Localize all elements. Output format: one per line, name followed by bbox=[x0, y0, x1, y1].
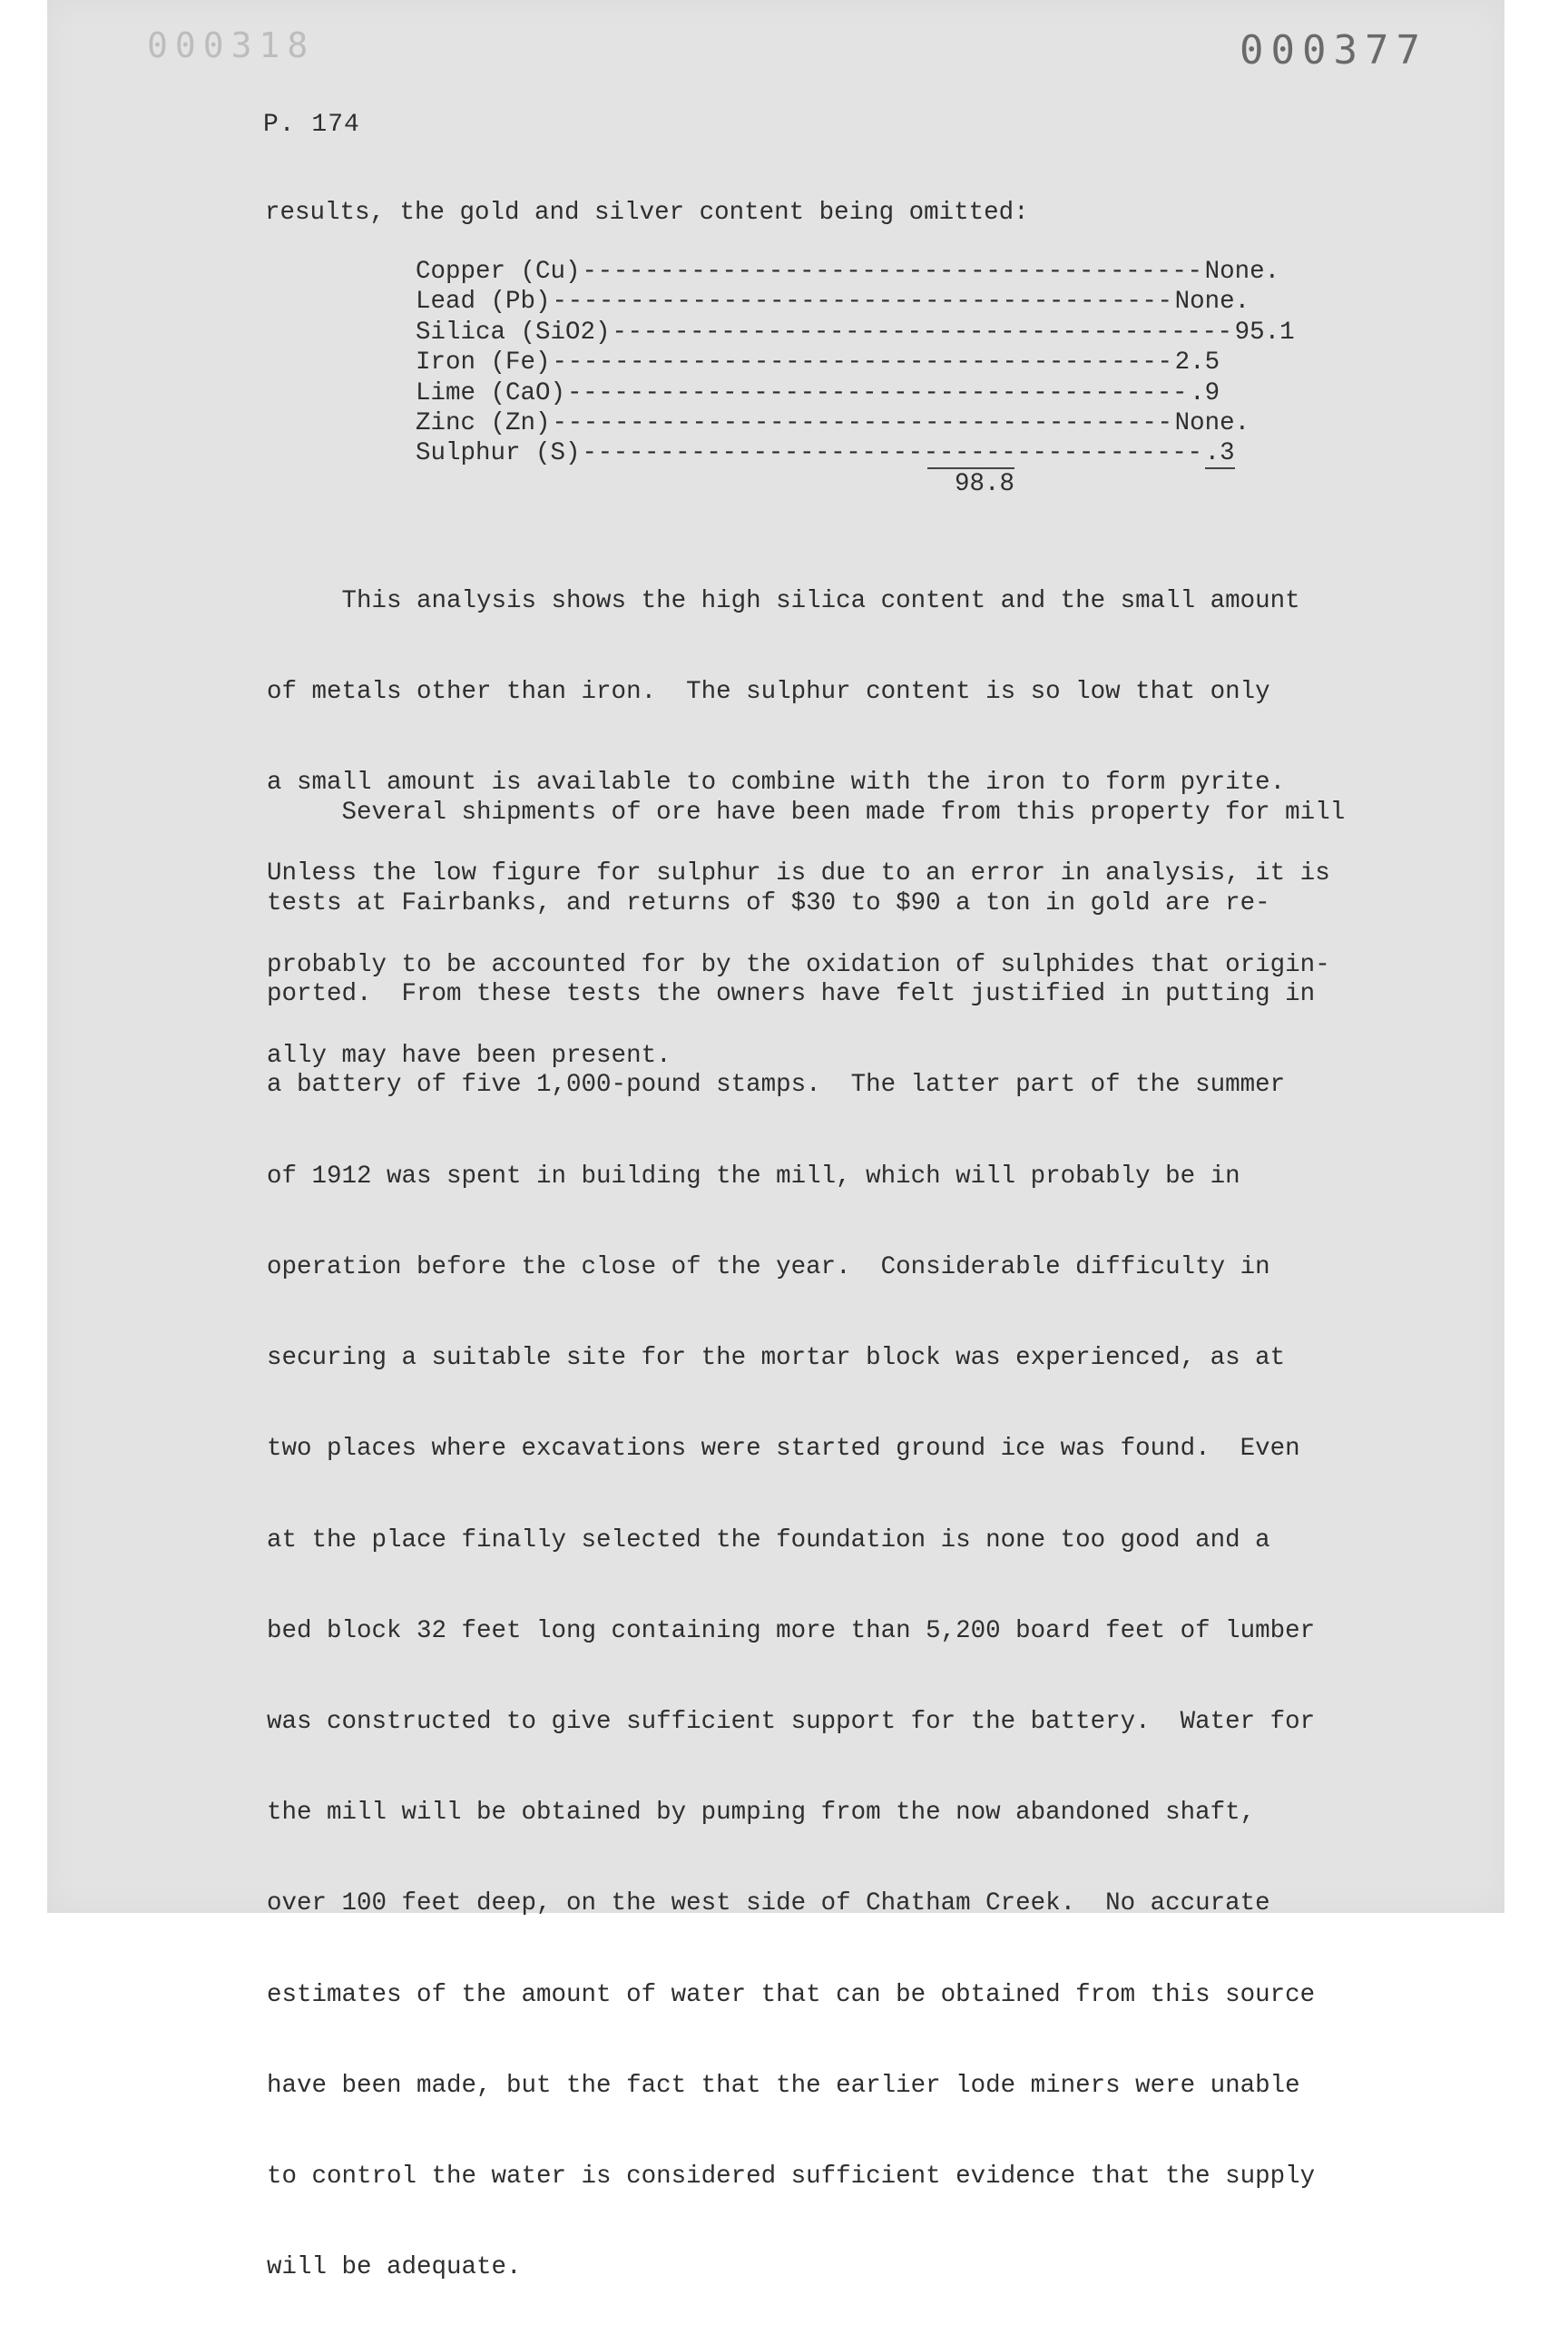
paragraph-line: ally may have been present. bbox=[267, 1041, 671, 1070]
paragraph-line: to control the water is considered sufficient evidence that the supply bbox=[267, 2163, 1316, 2192]
paragraph-line: a battery of five 1,000-pound stamps. The latter part of the summer bbox=[267, 1071, 1286, 1100]
paragraph-line: of 1912 was spent in building the mill, which will probably be in bbox=[267, 1162, 1240, 1191]
dot-leader: ---------------------------------------- bbox=[582, 258, 1203, 286]
paragraph-line: Unless the low figure for sulphur is due to an error in analysis, it is bbox=[267, 859, 1330, 888]
analysis-value: .3 bbox=[1204, 439, 1235, 468]
paragraph-line: ported. From these tests the owners have felt justified in putting in bbox=[267, 980, 1316, 1009]
analysis-label: Lead (Pb) bbox=[416, 288, 551, 317]
analysis-total: 98.8 bbox=[927, 467, 1014, 499]
analysis-label: Zinc (Zn) bbox=[416, 408, 551, 437]
analysis-row bbox=[416, 318, 1295, 348]
dot-leader: ---------------------------------------- bbox=[552, 288, 1173, 317]
paragraph-line: a small amount is available to combine with the iron to form pyrite. bbox=[267, 769, 1286, 798]
paragraph-line: tests at Fairbanks, and returns of $30 to $90 a ton in gold are re- bbox=[267, 889, 1270, 918]
dot-leader: ---------------------------------------- bbox=[552, 408, 1173, 437]
paragraph-line: securing a suitable site for the mortar block was experienced, as at bbox=[267, 1344, 1286, 1373]
paragraph-line: estimates of the amount of water that can be obtained from this source bbox=[267, 1980, 1316, 2009]
intro-line: results, the gold and silver content being omitted: bbox=[265, 199, 1029, 227]
analysis-table bbox=[416, 257, 1295, 499]
paragraph-shipments bbox=[267, 737, 1345, 2344]
analysis-value: 95.1 bbox=[1234, 318, 1295, 347]
analysis-value: None. bbox=[1174, 288, 1250, 317]
paragraph-line: was constructed to give sufficient support for the battery. Water for bbox=[267, 1708, 1316, 1736]
dot-leader: ---------------------------------------- bbox=[582, 439, 1203, 468]
paragraph-line: have been made, but the fact that the earlier lode miners were unable bbox=[267, 2071, 1300, 2100]
paragraph-line: over 100 feet deep, on the west side of Chatham Creek. No accurate bbox=[267, 1889, 1270, 1918]
analysis-value: None. bbox=[1174, 408, 1250, 437]
dot-leader: ---------------------------------------- bbox=[612, 318, 1233, 347]
analysis-total-row bbox=[416, 469, 1014, 499]
analysis-row bbox=[416, 257, 1280, 287]
dot-leader: ---------------------------------------- bbox=[552, 348, 1173, 378]
analysis-row bbox=[416, 438, 1235, 468]
analysis-label: Copper (Cu) bbox=[416, 258, 581, 286]
document-number-stamp: 000377 bbox=[1240, 27, 1427, 74]
analysis-label: Iron (Fe) bbox=[416, 348, 551, 378]
paragraph-line: at the place finally selected the foundation is none too good and a bbox=[267, 1525, 1270, 1554]
analysis-value: .9 bbox=[1190, 378, 1220, 407]
paragraph-line: Several shipments of ore have been made from this property for mill bbox=[267, 798, 1346, 827]
paragraph-line: probably to be accounted for by the oxidation of sulphides that origin- bbox=[267, 950, 1330, 979]
analysis-label: Silica (SiO2) bbox=[416, 318, 611, 347]
page-number: P. 174 bbox=[263, 111, 360, 139]
analysis-label: Sulphur (S) bbox=[416, 439, 581, 468]
analysis-row bbox=[416, 287, 1250, 317]
paragraph-line: will be adequate. bbox=[267, 2253, 522, 2282]
analysis-row bbox=[416, 378, 1220, 408]
analysis-value: None. bbox=[1204, 258, 1280, 286]
analysis-value: 2.5 bbox=[1174, 348, 1220, 378]
paragraph-line: two places where excavations were started ground ice was found. Even bbox=[267, 1435, 1300, 1464]
paragraph-line: bed block 32 feet long containing more than 5,200 board feet of lumber bbox=[267, 1616, 1316, 1645]
analysis-row bbox=[416, 348, 1220, 378]
paragraph-line: operation before the close of the year. Considerable difficulty in bbox=[267, 1252, 1270, 1281]
faded-document-stamp: 000318 bbox=[147, 25, 316, 65]
dot-leader: ---------------------------------------- bbox=[567, 378, 1189, 407]
analysis-label: Lime (CaO) bbox=[416, 378, 566, 407]
paragraph-line: of metals other than iron. The sulphur content is so low that only bbox=[267, 678, 1270, 707]
analysis-row bbox=[416, 408, 1250, 438]
paragraph-line: This analysis shows the high silica content and the small amount bbox=[267, 586, 1300, 615]
paragraph-line: the mill will be obtained by pumping from the now abandoned shaft, bbox=[267, 1799, 1256, 1828]
